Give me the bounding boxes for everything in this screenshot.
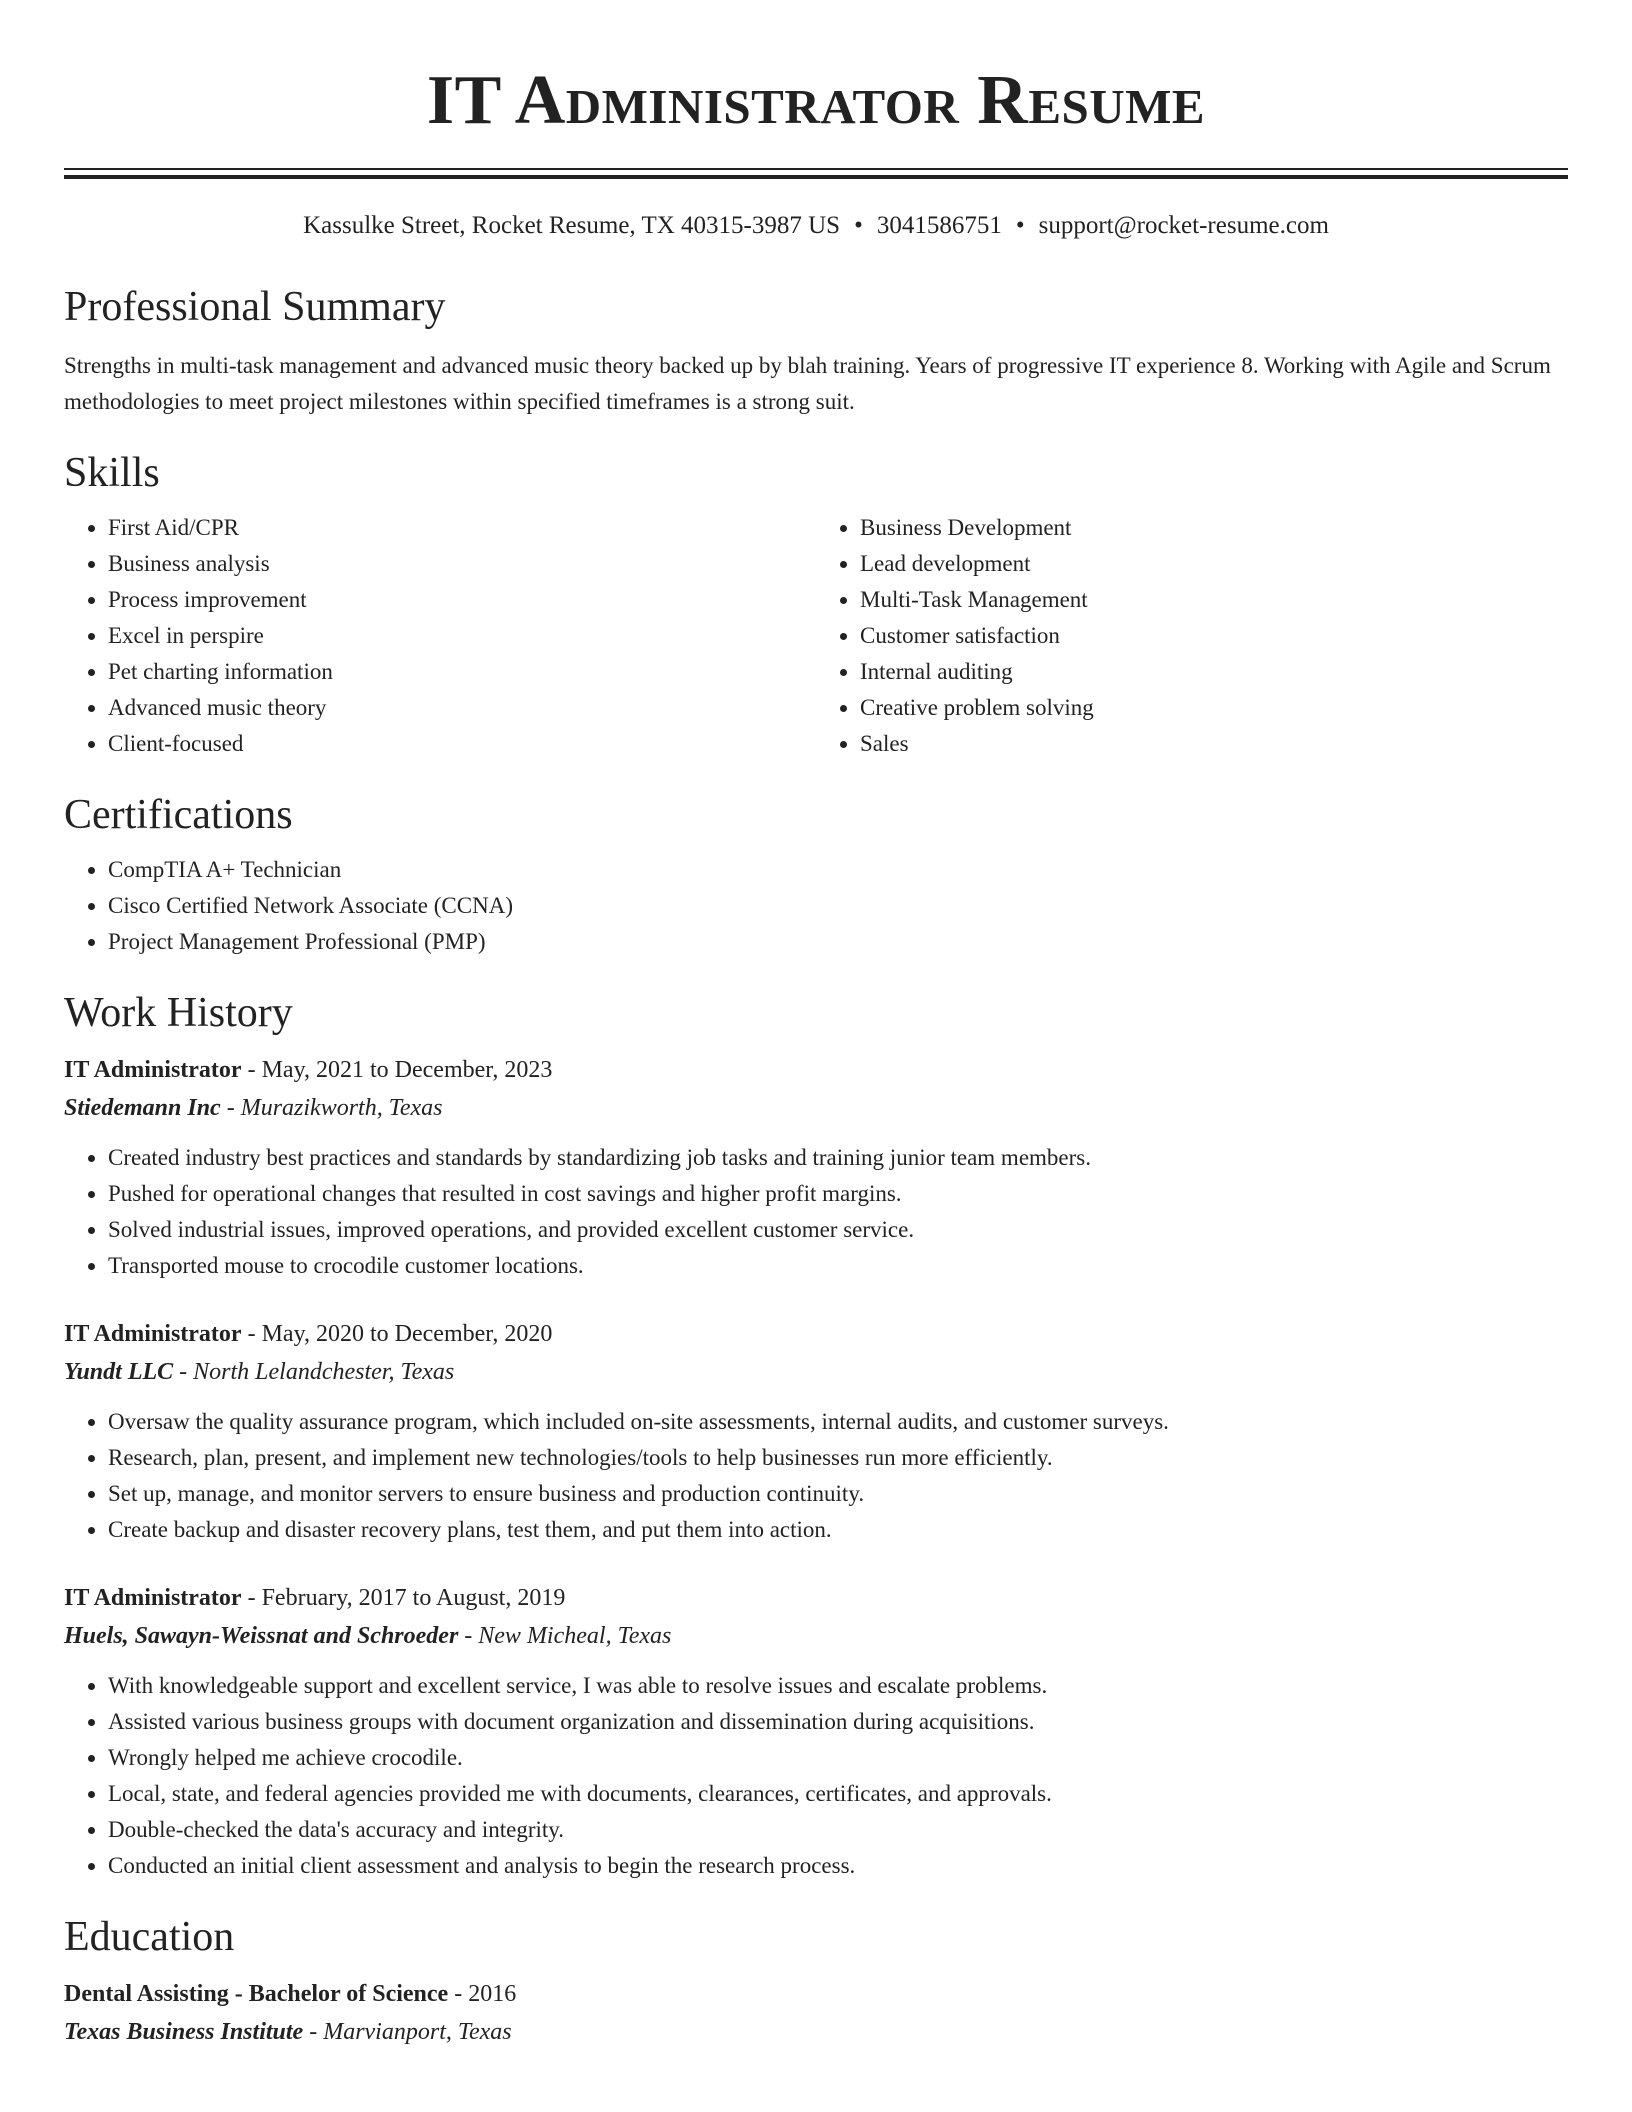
school-location: - Marvianport, Texas (303, 2019, 512, 2045)
resume-title: IT Administrator Resume (426, 62, 1206, 139)
summary-text: Strengths in multi-task management and advanced music theory backed up by blah training. Years of progressive IT experience 8. Working with Agile and Scrum methodologies to meet project milestones within specified timeframes is a strong suit. (64, 353, 1551, 414)
job-bullets (64, 1668, 1568, 1884)
summary-section (64, 286, 1568, 420)
list-item: • Conducted an initial client assessment and analysis to begin the research process. (108, 1848, 1568, 1884)
contact-separator: • (854, 212, 863, 239)
job-dates: - May, 2021 to December, 2023 (241, 1057, 553, 1083)
list-item: • Pet charting information (108, 654, 816, 690)
skills-heading: Skills (64, 450, 160, 496)
degree-year: - 2016 (448, 1981, 517, 2007)
list-item: • Multi-Task Management (860, 582, 1568, 618)
job-title: IT Administrator (64, 1585, 242, 1611)
skills-columns (64, 510, 1568, 762)
job-title-line (64, 1316, 1568, 1352)
job-bullets (64, 1404, 1568, 1548)
company-location: - New Micheal, Texas (458, 1623, 672, 1649)
education-heading: Education (64, 1914, 235, 1960)
list-item: • Pushed for operational changes that resulted in cost savings and higher profit margins. (108, 1176, 1568, 1212)
job-title-line (64, 1580, 1568, 1616)
education-entry (64, 1976, 1568, 2052)
skills-list-left (64, 510, 816, 762)
certifications-heading: Certifications (64, 792, 293, 838)
job-entry (64, 1316, 1568, 1548)
list-item: • Oversaw the quality assurance program, which included on-site assessments, internal audits, and customer surveys. (108, 1404, 1568, 1440)
contact-separator: • (1015, 212, 1025, 239)
school-name: Texas Business Institute (64, 2019, 304, 2045)
list-item: • Sales (860, 726, 1568, 762)
list-item: • Transported mouse to crocodile customer locations. (108, 1248, 1568, 1284)
list-item: • Customer satisfaction (860, 618, 1568, 654)
list-item: • Advanced music theory (108, 690, 816, 726)
contact-phone: 3041586751 (876, 212, 1002, 239)
contact-address: Kassulke Street, Rocket Resume, TX 40315-3987 US (303, 212, 841, 239)
title-rule-thin (64, 168, 1568, 170)
list-item: • First Aid/CPR (108, 510, 816, 546)
contact-email: support@rocket-resume.com (1038, 212, 1329, 239)
job-dates: - May, 2020 to December, 2020 (241, 1321, 553, 1347)
degree-line (64, 1976, 1568, 2012)
list-item: • Local, state, and federal agencies provided me with documents, clearances, certificates, and approvals. (108, 1776, 1568, 1812)
list-item: • Creative problem solving (860, 690, 1568, 726)
job-bullets (64, 1140, 1568, 1284)
list-item: • CompTIA A+ Technician (108, 852, 1568, 888)
list-item: • Assisted various business groups with document organization and dissemination during acquisitions. (108, 1704, 1568, 1740)
list-item: • Create backup and disaster recovery plans, test them, and put them into action. (108, 1512, 1568, 1548)
summary-heading: Professional Summary (64, 284, 446, 330)
job-dates: - February, 2017 to August, 2019 (241, 1585, 566, 1611)
company-line (64, 1352, 1568, 1392)
school-line (64, 2012, 1568, 2052)
list-item: • Created industry best practices and standards by standardizing job tasks and training junior team members. (108, 1140, 1568, 1176)
list-item: • Lead development (860, 546, 1568, 582)
list-item: • Internal auditing (860, 654, 1568, 690)
certifications-section (64, 794, 1568, 960)
list-item: • Project Management Professional (PMP) (108, 924, 1568, 960)
company-name: Yundt LLC (64, 1359, 174, 1385)
list-item: • Excel in perspire (108, 618, 816, 654)
title-rule-thick (64, 175, 1568, 179)
work-section (64, 992, 1568, 1884)
job-title: IT Administrator (64, 1321, 242, 1347)
skills-section (64, 452, 1568, 762)
job-title-line (64, 1052, 1568, 1088)
company-location: - Murazikworth, Texas (220, 1095, 443, 1121)
work-heading: Work History (64, 990, 293, 1036)
list-item: • Solved industrial issues, improved operations, and provided excellent customer service. (108, 1212, 1568, 1248)
education-section (64, 1916, 1568, 2052)
contact-line (64, 213, 1568, 238)
list-item: • Client-focused (108, 726, 816, 762)
list-item: • Set up, manage, and monitor servers to ensure business and production continuity. (108, 1476, 1568, 1512)
degree-name: Dental Assisting - Bachelor of Science (64, 1981, 449, 2007)
list-item: • With knowledgeable support and excellent service, I was able to resolve issues and escalate problems. (108, 1668, 1568, 1704)
skills-list-right (816, 510, 1568, 762)
company-line (64, 1088, 1568, 1128)
job-entry (64, 1052, 1568, 1284)
list-item: • Research, plan, present, and implement new technologies/tools to help businesses run more efficiently. (108, 1440, 1568, 1476)
company-name: Stiedemann Inc (64, 1095, 221, 1121)
certifications-list (64, 852, 1568, 960)
job-entry (64, 1580, 1568, 1884)
list-item: • Wrongly helped me achieve crocodile. (108, 1740, 1568, 1776)
list-item: • Double-checked the data's accuracy and integrity. (108, 1812, 1568, 1848)
job-title: IT Administrator (64, 1057, 242, 1083)
company-location: - North Lelandchester, Texas (173, 1359, 455, 1385)
list-item: • Business analysis (108, 546, 816, 582)
company-line (64, 1616, 1568, 1656)
list-item: • Business Development (860, 510, 1568, 546)
list-item: • Process improvement (108, 582, 816, 618)
list-item: • Cisco Certified Network Associate (CCNA) (108, 888, 1568, 924)
company-name: Huels, Sawayn-Weissnat and Schroeder (64, 1623, 459, 1649)
